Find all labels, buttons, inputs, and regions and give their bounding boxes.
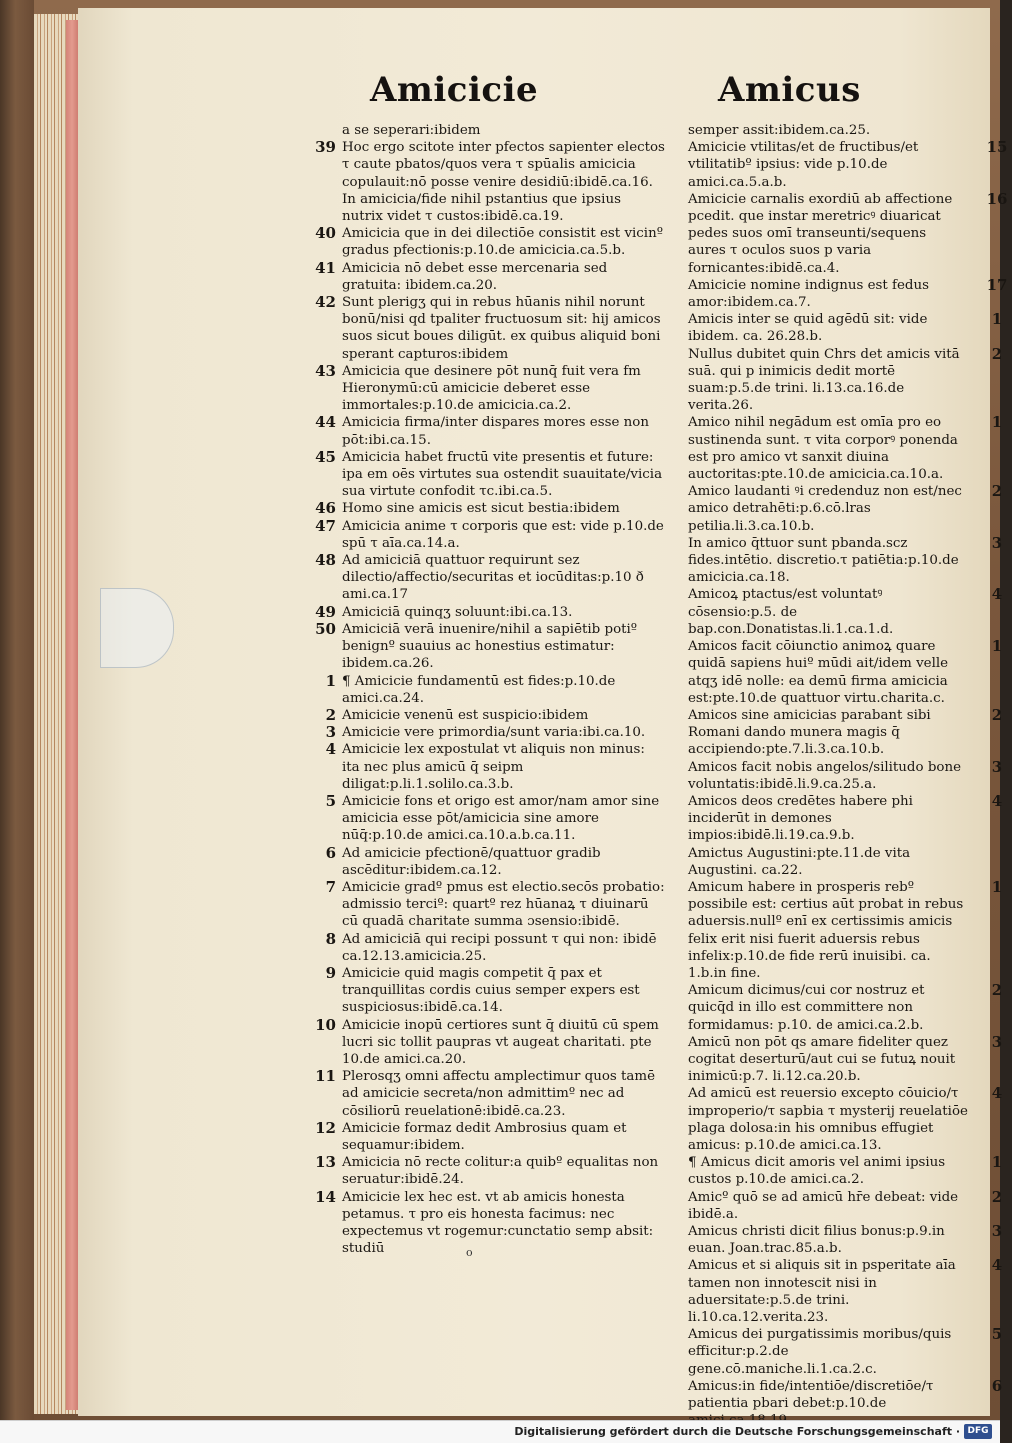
entry-text: Ad amicū est reuersio excepto cōuicio/τ improperio/τ sapbia τ mysterij reuelatiōe plaga dolosa:in his omnibus effugiet amicus: p.10.de amici.ca.13.	[688, 1086, 968, 1153]
entry-text: Ad amiciciā qui recipi possunt τ qui non: ibidē ca.12.13.amicicia.25.	[342, 931, 657, 964]
entry-text: Amicicie inopū certiores sunt q̄ diuitū cū spem lucri sic tollit paupras vt augeat charitati. pte 10.de amici.ca.20.	[342, 1017, 659, 1067]
entry-text: Amicicie nomine indignus est fedus amor:ibidem.ca.7.	[688, 277, 929, 311]
entry-text: Amicicie gradº pmus est electio.secōs probatio: admissio terciº: quartº rez hūanaꝝ τ diuinarū cū quadā charitate summa ɔsensio:ibidē.	[342, 879, 665, 930]
entry-number: 1	[991, 1153, 1003, 1172]
entry-text: In amico q̄ttuor sunt pbanda.scz fides.intētio. discretio.τ patiētia:p.10.de amicicia.ca.18.	[688, 535, 959, 586]
entry-text: Amicicia firma/inter dispares mores esse non pōt:ibi.ca.15.	[342, 415, 649, 448]
entry-text: Amicus dei purgatissimis moribus/quis efficitur:p.2.de gene.cō.maniche.li.1.ca.2.c.	[688, 1327, 952, 1377]
entry-text: Amicū non pōt qs amare fideliter quez cogitat deserturū/aut cui se futuꝝ nouit inimicū:p.7. li.12.ca.20.b.	[688, 1034, 956, 1085]
index-entry	[270, 793, 666, 845]
entry-number: 47	[315, 516, 336, 535]
index-entry	[270, 1154, 666, 1188]
entry-text: Amicicie fons et origo est amor/nam amor sine amicicia esse pōt/amicicia sine amore nūq̄:p.10.de amici.ca.10.a.b.ca.11.	[342, 793, 660, 844]
index-entry	[610, 1326, 1012, 1378]
entry-text: Amiciciā quinqʒ soluunt:ibi.ca.13.	[342, 604, 573, 620]
entry-number: 1	[991, 877, 1003, 896]
entry-text: Amicicie venenū est suspicio:ibidem	[342, 707, 589, 723]
entry-number: 50	[315, 619, 336, 638]
index-entry	[270, 741, 666, 793]
book-page	[78, 8, 1008, 1416]
entry-number: 2	[991, 1187, 1003, 1206]
entry-number: 3	[991, 533, 1003, 552]
left-column	[270, 122, 666, 1257]
index-entry	[270, 449, 666, 501]
index-entry	[270, 724, 666, 741]
left-running-head: Amicicie	[370, 70, 539, 110]
index-entry	[270, 931, 666, 965]
index-entry	[610, 1189, 1012, 1223]
index-entry	[610, 311, 1012, 345]
entry-text: Amicus:in fide/intentiōe/discretiōe/τ patientia pbari debet:p.10.de	[688, 1378, 934, 1412]
index-entry	[270, 225, 666, 259]
index-entry	[270, 363, 666, 415]
entry-number: 9	[325, 963, 336, 982]
index-entry	[610, 879, 1012, 982]
entry-number: 4	[991, 1256, 1003, 1275]
entry-number: 5	[325, 791, 336, 810]
entry-text: Amicicie vere primordia/sunt varia:ibi.ca.10.	[342, 725, 646, 741]
footer-bar	[0, 1420, 1000, 1443]
entry-text: Amico laudanti ꝰi credenduz non est/nec amico detrahēti:p.6.cō.lras petilia.li.3.ca.10.b.	[688, 484, 962, 534]
index-entry	[270, 414, 666, 448]
entry-text: Amicus et si aliquis sit in psperitate aīa tamen non innotescit nisi in aduersitate:p.5.de trini. li.10.ca.12.verita.23.	[688, 1258, 956, 1326]
entry-number: 39	[315, 138, 336, 157]
entry-number: 46	[315, 499, 336, 518]
entry-text: Nullus dubitet quin Chrs det amicis vitā suā. qui p inimicis dedit mortē suam:p.5.de trini. li.13.ca.16.de verita.26.	[688, 346, 960, 414]
entry-number: 6	[325, 843, 336, 862]
index-entry	[610, 638, 1012, 707]
entry-number: 7	[325, 877, 336, 896]
entry-number: 15	[986, 138, 1008, 157]
index-entry	[270, 518, 666, 552]
index-entry	[610, 793, 1012, 845]
index-entry	[270, 294, 666, 363]
entry-text: Hoc ergo scitote inter pfectos sapienter electos τ caute pbatos/quos vera τ spūalis amicicia copulauit:nō posse venire desidiū:ibidē.ca.16. In amicicia/fide nihil pstantius que ipsius nutrix videt τ custos:ibidē.ca.19.	[342, 140, 665, 225]
index-entry	[610, 535, 1012, 587]
index-entry	[610, 1223, 1012, 1257]
entry-text: Amicicia que desinere pōt nunq̄ fuit vera fm Hieronymū:cū amicicie deberet esse immortales:p.10.de amicicia.ca.2.	[342, 363, 641, 414]
entry-number: 5	[991, 1325, 1003, 1344]
red-page-edge	[66, 20, 78, 1410]
book-cover-edge	[0, 0, 34, 1420]
index-entry	[270, 552, 666, 604]
entry-number: 48	[315, 551, 336, 570]
index-entry	[270, 1120, 666, 1154]
index-entry	[610, 1085, 1012, 1154]
entry-text: Amicicia nō debet esse mercenaria sed gratuita: ibidem.ca.20.	[342, 260, 608, 293]
entry-number: 1	[991, 637, 1003, 656]
entry-number: 2	[991, 344, 1003, 363]
index-entry	[610, 414, 1012, 483]
entry-number: 43	[315, 361, 336, 380]
index-entry	[610, 707, 1012, 759]
entry-number: 2	[991, 482, 1003, 501]
entry-number: 4	[991, 1084, 1003, 1103]
index-entry	[610, 1257, 1012, 1326]
entry-text: a se seperari:ibidem	[342, 123, 481, 138]
entry-text: Amicicia anime τ corporis que est: vide p.10.de spū τ aīa.ca.14.a.	[342, 518, 664, 551]
index-entry	[270, 604, 666, 621]
index-entry	[610, 759, 1012, 793]
entry-number: 16	[986, 189, 1008, 208]
entry-text: Amicoꝝ ptactus/est voluntatꝰ cōsensio:p.5. de bap.con.Donatistas.li.1.ca.1.d.	[688, 587, 894, 637]
entry-number: 2	[991, 981, 1003, 1000]
index-entry	[270, 965, 666, 1017]
entry-text: Amicos facit nobis angelos/silitudo bone voluntatis:ibidē.li.9.ca.25.a.	[688, 759, 961, 792]
entry-text: Amicum dicimus/cui cor nostruz et quicq̄d in illo est committere non formidamus: p.10. de amici.ca.2.b.	[688, 983, 925, 1033]
entry-number: 6	[991, 1376, 1003, 1395]
entry-text: Amicos deos credētes habere phi inciderūt in demones impios:ibidē.li.19.ca.9.b.	[688, 793, 913, 844]
page-tab-marker	[100, 588, 174, 668]
entry-text: Amicicie quid magis competit q̄ pax et tranquillitas cordis cuius semper expers est suspiciosus:ibidē.ca.14.	[342, 965, 640, 1016]
entry-number: 8	[325, 929, 336, 948]
index-entry	[270, 139, 666, 225]
entry-number: 40	[315, 224, 336, 243]
index-entry	[610, 845, 1012, 879]
entry-number: 3	[991, 757, 1003, 776]
index-entry	[610, 483, 1012, 535]
entry-number: 11	[315, 1067, 336, 1086]
entry-number: 3	[325, 723, 336, 742]
entry-number: 4	[325, 740, 336, 759]
entry-number: 1	[991, 413, 1003, 432]
signature-mark: o	[466, 1246, 473, 1259]
right-running-head: Amicus	[718, 70, 861, 110]
entry-text: Amicicie formaz dedit Ambrosius quam et sequamur:ibidem.	[342, 1120, 627, 1153]
index-entry	[270, 1017, 666, 1069]
index-entry	[270, 1068, 666, 1120]
entry-text: Homo sine amicis est sicut bestia:ibidem	[342, 501, 620, 517]
index-entry	[270, 673, 666, 707]
entry-number: 3	[991, 1032, 1003, 1051]
entry-text: Plerosqʒ omni affectu amplectimur quos tamē ad amicicie secreta/non admittimº nec ad cōsiliorū reuelationē:ibidē.ca.23.	[342, 1069, 656, 1119]
entry-text: Amicos facit cōiunctio animoꝝ quare quidā sapiens huiº mūdi ait/idem velle atqʒ idē nolle: ea demū firma amicicia est:pte.10.de quattuor virtu.charita.c.	[688, 639, 949, 706]
index-entry	[270, 879, 666, 931]
entry-text: Amicicie carnalis exordiū ab affectione pcedit. que instar meretricꝰ diuaricat pedes suos omī transeunti/sequens aures τ oculos suos p varia fornicantes:ibidē.ca.4.	[688, 191, 953, 276]
entry-number: 17	[986, 275, 1008, 294]
entry-number: 41	[315, 258, 336, 277]
entry-number: 10	[315, 1015, 336, 1034]
entry-number: 2	[991, 705, 1003, 724]
entry-text: Amicus christi dicit filius bonus:p.9.in euan. Joan.trac.85.a.b.	[688, 1224, 945, 1257]
entry-text: Amico nihil negādum est omīa pro eo sustinenda sunt. τ vita corporꝰ ponenda est pro amico vt sanxit diuina auctoritas:pte.10.de amicicia.ca.10.a.	[688, 415, 958, 483]
entry-number: 2	[325, 705, 336, 724]
entry-number: 3	[991, 1222, 1003, 1240]
entry-text: Amicicia nō recte colitur:a quibº equalitas non seruatur:ibidē.24.	[342, 1155, 659, 1188]
entry-text: Amiciciā verā inuenire/nihil a sapiētib potiº benignº suauius ac honestius estimatur: ibidem.ca.26.	[342, 621, 638, 672]
index-entry	[610, 139, 1012, 191]
footer-credit: Digitalisierung gefördert durch die Deutsche Forschungsgemeinschaft ·	[514, 1425, 960, 1438]
entry-text: Amicos sine amicicias parabant sibi Romani dando munera magis q̄ accipiendo:pte.7.li.3.ca.10.b.	[688, 707, 931, 758]
index-entry	[270, 122, 666, 139]
entry-number: 45	[315, 447, 336, 466]
entry-text: ¶ Amicicie fundamentū est fides:p.10.de amici.ca.24.	[342, 673, 616, 706]
entry-text: Amicº quō se ad amicū hr̄e debeat: vide ibidē.a.	[688, 1189, 959, 1222]
entry-number: 1	[991, 310, 1003, 329]
entry-text: Amicum habere in prosperis rebº possibile est: certius aūt probat in rebus aduersis.nullº enī ex certissimis amicis felix erit nisi fuerit aduersis rebus infelix:p.10.de fide rerū inuisibi. ca. 1.b.in fine.	[688, 879, 964, 981]
index-entry	[270, 621, 666, 673]
index-entry	[610, 346, 1012, 415]
entry-text: Amicicia que in dei dilectiōe consistit est vicinº gradus pfectionis:p.10.de amicicia.ca.5.b.	[342, 226, 663, 259]
index-entry	[610, 277, 1012, 311]
index-entry	[610, 191, 1012, 277]
index-entry	[610, 982, 1012, 1034]
entry-number: 4	[991, 791, 1003, 810]
entry-text: Amictus Augustini:pte.11.de vita Augustini. ca.22.	[688, 845, 911, 878]
entry-text: Ad amicicie pfectionē/quattuor gradib ascēditur:ibidem.ca.12.	[342, 845, 601, 878]
entry-text: Sunt plerigʒ qui in rebus hūanis nihil norunt bonū/nisi qd tpaliter fructuosum sit: hij amicos suos sicut boues diligūt. ex quibus aliquid boni sperant capturos:ibidem	[342, 295, 661, 362]
index-entry	[610, 1034, 1012, 1086]
entry-number: 44	[315, 413, 336, 432]
entry-text: Amicis inter se quid agēdū sit: vide ibidem. ca. 26.28.b.	[688, 312, 928, 345]
entry-text: Amicicia habet fructū vite presentis et future: ipa em oēs virtutes sua ostendit suauitate/vicia sua virtute confodit τc.ibi.ca.5.	[342, 449, 663, 500]
index-entry	[610, 586, 1012, 638]
right-column	[610, 122, 1012, 1429]
entry-number: 42	[315, 293, 336, 312]
entry-number: 1	[325, 671, 336, 690]
entry-number: 12	[315, 1118, 336, 1137]
entry-text: semper assit:ibidem.ca.25.	[688, 123, 871, 138]
index-entry	[270, 500, 666, 517]
entry-number: 14	[315, 1187, 336, 1206]
entry-text: Amicicie vtilitas/et de fructibus/et vtilitatibº ipsius: vide p.10.de amici.ca.5.a.b.	[688, 140, 919, 190]
entry-text: Amicicie lex hec est. vt ab amicis honesta petamus. τ pro eis honesta facimus: nec expectemus vt rogemur:cunctatio semp absit: studiū	[342, 1189, 654, 1257]
entry-text: Amicicie lex expostulat vt aliquis non minus: ita nec plus amicū q̄ seipm diligat:p.li.1.solilo.ca.3.b.	[342, 742, 645, 792]
index-entry	[270, 260, 666, 294]
entry-text: ¶ Amicus dicit amoris vel animi ipsius custos p.10.de amici.ca.2.	[688, 1155, 946, 1188]
dfg-logo-icon[interactable]: DFG	[964, 1424, 992, 1439]
entry-number: 4	[991, 585, 1003, 604]
entry-number: 13	[315, 1153, 336, 1172]
index-entry	[610, 122, 1012, 139]
entry-number: 49	[315, 602, 336, 621]
index-entry	[270, 845, 666, 879]
index-entry	[270, 707, 666, 724]
index-entry	[610, 1154, 1012, 1188]
entry-text: Ad amiciciā quattuor requirunt sez dilectio/affectio/securitas et iocūditas:p.10 ð ami.ca.17	[342, 553, 644, 603]
